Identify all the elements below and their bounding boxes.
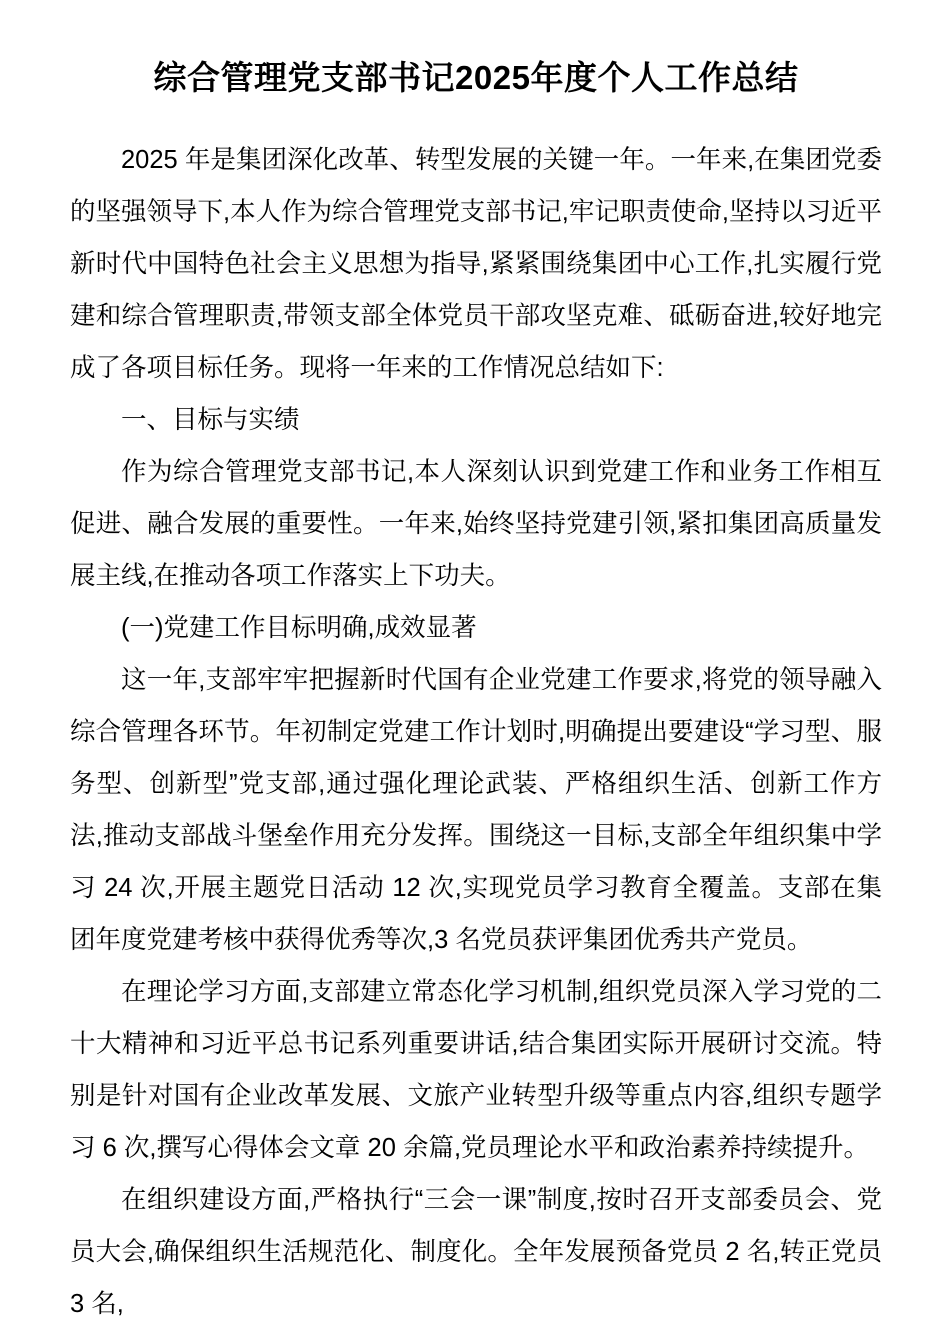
document-body: [70, 0, 882, 1330]
paragraph-1-1-a: 这一年,支部牢牢把握新时代国有企业党建工作要求,将党的领导融入综合管理各环节。年初制定党建工作计划时,明确提出要建设“学习型、服务型、创新型”党支部,通过强化理论武装、严格组织生活、创新工作方法,推动支部战斗堡垒作用充分发挥。围绕这一目标,支部全年组织集中学习 24 次,开展主题党日活动 12 次,实现党员学习教育全覆盖。支部在集团年度党建考核中获得优秀等次,3 名党员获评集团优秀共产党员。: [70, 666, 882, 954]
paragraph-1-1-c: 在组织建设方面,严格执行“三会一课”制度,按时召开支部委员会、党员大会,确保组织生活规范化、制度化。全年发展预备党员 2 名,转正党员 3 名,: [70, 1186, 882, 1318]
paragraph-section-1-intro: 作为综合管理党支部书记,本人深刻认识到党建工作和业务工作相互促进、融合发展的重要性。一年来,始终坚持党建引领,紧扣集团高质量发展主线,在推动各项工作落实上下功夫。: [70, 458, 882, 590]
page-title: 综合管理党支部书记2025年度个人工作总结: [153, 59, 799, 96]
title-spacer: [70, 100, 882, 134]
section-heading-1: 一、目标与实绩: [121, 406, 300, 434]
paragraph-1-1-b: 在理论学习方面,支部建立常态化学习机制,组织党员深入学习党的二十大精神和习近平总书记系列重要讲话,结合集团实际开展研讨交流。特别是针对国有企业改革发展、文旅产业转型升级等重点内容,组织专题学习 6 次,撰写心得体会文章 20 余篇,党员理论水平和政治素养持续提升。: [70, 978, 882, 1162]
paragraph-intro: 2025 年是集团深化改革、转型发展的关键一年。一年来,在集团党委的坚强领导下,本人作为综合管理党支部书记,牢记职责使命,坚持以习近平新时代中国特色社会主义思想为指导,紧紧围绕集团中心工作,扎实履行党建和综合管理职责,带领支部全体党员干部攻坚克难、砥砺奋进,较好地完成了各项目标任务。现将一年来的工作情况总结如下:: [70, 146, 882, 382]
subsection-heading-1-1: (一)党建工作目标明确,成效显著: [121, 614, 477, 642]
